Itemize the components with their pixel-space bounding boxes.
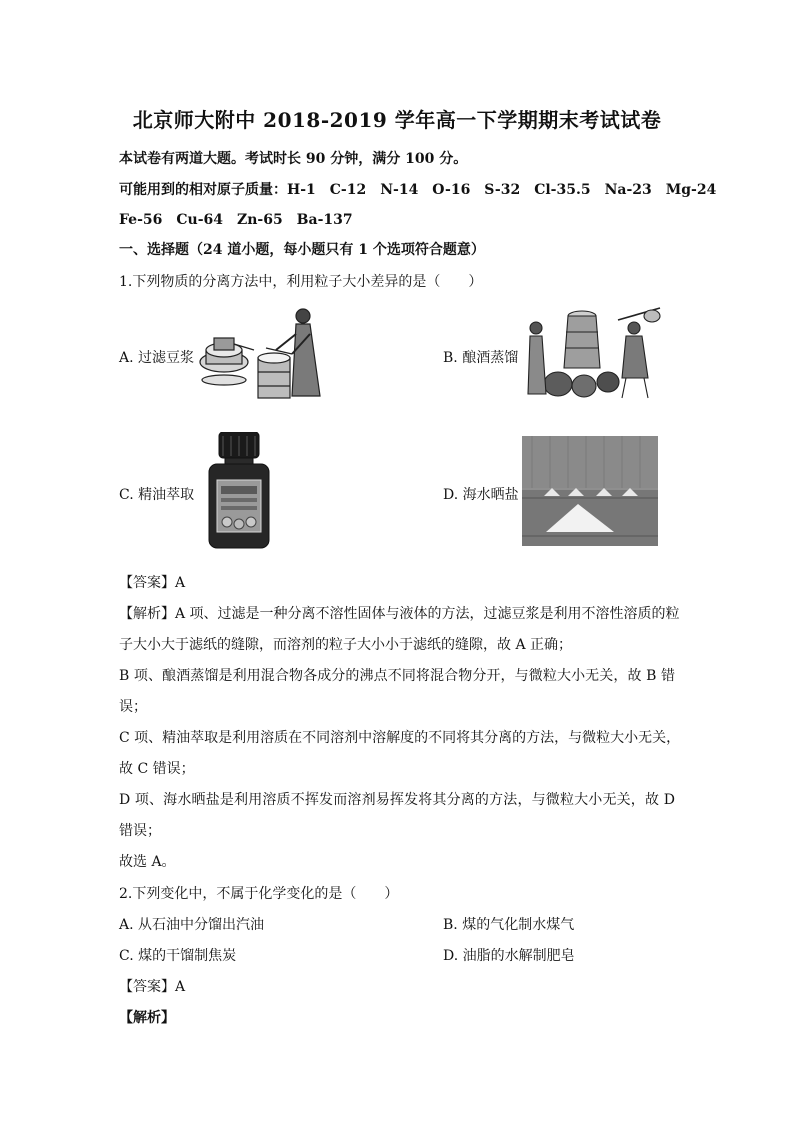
q1-analysis-line: C 项、精油萃取是利用溶质在不同溶剂中溶解度的不同将其分离的方法，与微粒大小无关， <box>119 730 681 746</box>
essential-oil-bottle <box>205 432 273 550</box>
q1-analysis-line: 误； <box>119 699 147 715</box>
q1-analysis-line: B 项、酿酒蒸馏是利用混合物各成分的沸点不同将混合物分开，与微粒大小无关，故 B 错 <box>119 668 675 684</box>
q1-analysis-line: 错误； <box>119 823 161 839</box>
question-2-stem: 2.下列变化中，不属于化学变化的是（ ） <box>119 886 399 902</box>
q1-option-b: B. 酿酒蒸馏 <box>443 350 519 366</box>
sea-salt-pans-photo <box>522 436 658 546</box>
q1-analysis-line: 故选 A。 <box>119 854 176 870</box>
question-1-stem: 1.下列物质的分离方法中，利用粒子大小差异的是（ ） <box>119 274 483 290</box>
atomic-masses-line-1: 可能用到的相对原子质量：H-1 C-12 N-14 O-16 S-32 Cl-35.5 Na-23 Mg-24 <box>119 182 717 198</box>
q2-option-a: A. 从石油中分馏出汽油 <box>119 917 265 933</box>
q1-analysis-line: 子大小大于滤纸的缝隙，而溶剂的粒子大小小于滤纸的缝隙，故 A 正确； <box>119 637 573 653</box>
page-title: 北京师大附中 2018-2019 学年高一下学期期末考试试卷 <box>132 108 662 132</box>
wine-brewing-illustration <box>522 298 662 406</box>
intro-text: 本试卷有两道大题。考试时长 90 分钟，满分 100 分。 <box>119 151 468 167</box>
q1-option-a: A. 过滤豆浆 <box>119 350 195 366</box>
q1-analysis-line: 【解析】A 项、过滤是一种分离不溶性固体与液体的方法，过滤豆浆是利用不溶性溶质的粒 <box>119 606 680 622</box>
q1-answer: 【答案】A <box>119 575 186 591</box>
atomic-masses-line-2: Fe-56 Cu-64 Zn-65 Ba-137 <box>119 212 353 228</box>
q1-analysis-line: 故 C 错误； <box>119 761 195 777</box>
q2-option-c: C. 煤的干馏制焦炭 <box>119 948 237 964</box>
q2-analysis: 【解析】 <box>119 1010 175 1026</box>
tofu-milling-illustration <box>196 300 331 408</box>
q2-option-b: B. 煤的气化制水煤气 <box>443 917 575 933</box>
q1-option-c: C. 精油萃取 <box>119 487 195 503</box>
q2-option-d: D. 油脂的水解制肥皂 <box>443 948 575 964</box>
q2-answer: 【答案】A <box>119 979 186 995</box>
section-heading: 一、选择题（24 道小题，每小题只有 1 个选项符合题意） <box>119 242 485 258</box>
q1-option-d: D. 海水晒盐 <box>443 487 519 503</box>
q1-analysis-line: D 项、海水晒盐是利用溶质不挥发而溶剂易挥发将其分离的方法，与微粒大小无关，故 D <box>119 792 675 808</box>
